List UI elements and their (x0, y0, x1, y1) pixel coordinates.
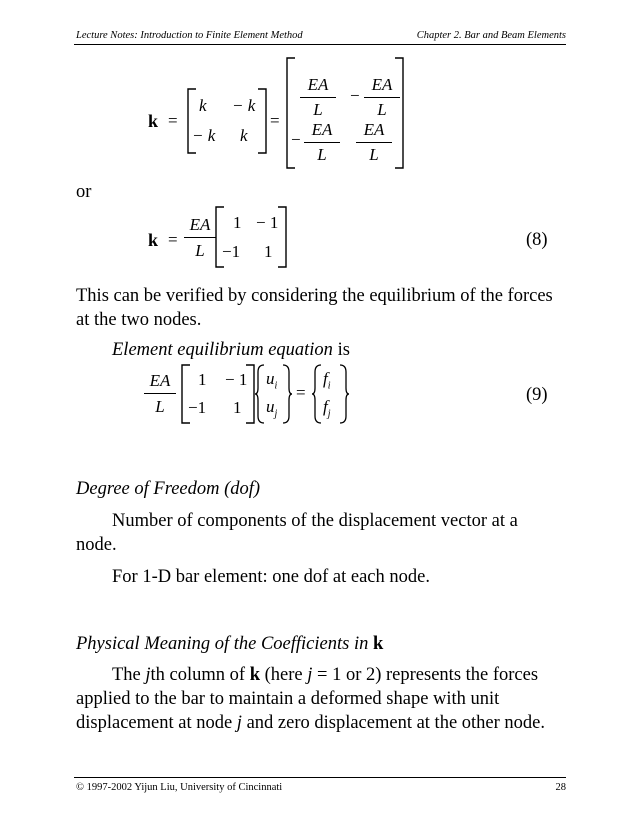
or-text: or (76, 182, 92, 202)
matrix-entry: k (240, 126, 248, 145)
equilibrium-rest: is (332, 340, 350, 360)
text-run: (here (260, 665, 308, 685)
fraction-denominator: L (155, 397, 165, 416)
text-run: displacement at node (76, 713, 237, 733)
matrix-entry: − k (192, 126, 216, 145)
matrix-entry: −1 (188, 398, 207, 417)
k-symbol: k (372, 634, 384, 654)
equation-9 (0, 360, 638, 430)
subscript-j: j (327, 408, 331, 420)
header-right: Chapter 2. Bar and Beam Elements (416, 30, 566, 41)
j-symbol: j (236, 713, 242, 733)
right-bracket (276, 206, 288, 268)
matrix-entry: − 1 (256, 213, 279, 232)
left-brace (254, 364, 266, 424)
equals-sign: = (270, 111, 280, 130)
fraction-denominator: L (313, 100, 323, 119)
f-symbol: f (323, 397, 328, 416)
subscript-i: i (274, 380, 278, 392)
page-number: 28 (555, 782, 566, 793)
j-symbol: j (145, 665, 151, 685)
fraction-numerator: EA (363, 120, 385, 139)
fraction-bar (304, 142, 340, 143)
equals-sign: = (296, 383, 306, 402)
paragraph-physical-line2: applied to the bar to maintain a deformed shape with unit (76, 689, 500, 709)
subscript-j: j (274, 408, 278, 420)
fraction-numerator: EA (189, 215, 211, 234)
matrix-entry: k (199, 96, 207, 115)
equation-number: (9) (526, 385, 548, 405)
equals-sign: = (168, 230, 178, 249)
paragraph-1d-bar: For 1-D bar element: one dof at each node. (112, 567, 430, 587)
fraction-bar (184, 237, 216, 238)
k-symbol: k (148, 111, 159, 131)
paragraph-physical-line1 (112, 663, 538, 687)
equilibrium-italic: Element equilibrium equation (112, 340, 333, 360)
f-j (323, 397, 331, 419)
fraction-numerator: EA (371, 75, 393, 94)
u-i (266, 369, 277, 391)
text-run: th column of (150, 665, 250, 685)
matrix-entry: − 1 (225, 370, 248, 389)
footer-rule (74, 777, 566, 778)
fraction-denominator: L (377, 100, 387, 119)
text-run: = 1 or 2) represents the forces (312, 665, 539, 685)
minus-sign: − (291, 130, 301, 149)
header-left: Lecture Notes: Introduction to Finite Element Method (76, 30, 303, 41)
matrix-entry: 1 (264, 242, 273, 261)
fraction-denominator: L (195, 241, 205, 260)
u-j (266, 397, 277, 419)
matrix-entry: 1 (233, 398, 242, 417)
footer-copyright: © 1997-2002 Yijun Liu, University of Cincinnati (76, 782, 283, 793)
subscript-i: i (327, 380, 331, 392)
j-symbol: j (307, 665, 313, 685)
left-brace (311, 364, 323, 424)
matrix-entry: − k (232, 96, 256, 115)
equals-sign: = (168, 111, 178, 130)
heading-degree-of-freedom: Degree of Freedom (dof) (76, 479, 261, 499)
paragraph-verify-line1: This can be verified by considering the equilibrium of the forces (76, 286, 553, 306)
k-symbol: k (249, 665, 260, 685)
fraction-denominator: L (369, 145, 379, 164)
f-symbol: f (323, 369, 328, 388)
equation-8 (0, 200, 638, 280)
right-brace (338, 364, 350, 424)
fraction-bar (144, 393, 176, 394)
fraction-bar (356, 142, 392, 143)
matrix-entry: 1 (233, 213, 242, 232)
fraction-numerator: EA (149, 371, 171, 390)
text-run: The (112, 665, 146, 685)
equation-stiffness-matrix (0, 0, 638, 175)
u-symbol: u (266, 369, 275, 388)
k-symbol: k (148, 230, 159, 250)
heading-physical-meaning (76, 632, 383, 656)
equation-number: (8) (526, 230, 548, 250)
paragraph-dof-line1: Number of components of the displacement vector at a (112, 511, 518, 531)
matrix-entry: −1 (222, 242, 241, 261)
paragraph-verify-line2: at the two nodes. (76, 310, 202, 330)
minus-sign: − (350, 86, 360, 105)
text-run: and zero displacement at the other node. (241, 713, 546, 733)
right-bracket (256, 88, 268, 154)
paragraph-dof-line2: node. (76, 535, 117, 555)
matrix-entry: 1 (198, 370, 207, 389)
fraction-numerator: EA (307, 75, 329, 94)
paragraph-physical-line3 (76, 711, 545, 735)
right-brace (281, 364, 293, 424)
fraction-numerator: EA (311, 120, 333, 139)
fraction-denominator: L (317, 145, 327, 164)
heading-physical-italic: Physical Meaning of the Coefficients in (76, 634, 373, 654)
fraction-bar (300, 97, 336, 98)
f-i (323, 369, 331, 391)
right-bracket (393, 57, 405, 169)
u-symbol: u (266, 397, 275, 416)
paragraph-equilibrium (112, 338, 350, 362)
